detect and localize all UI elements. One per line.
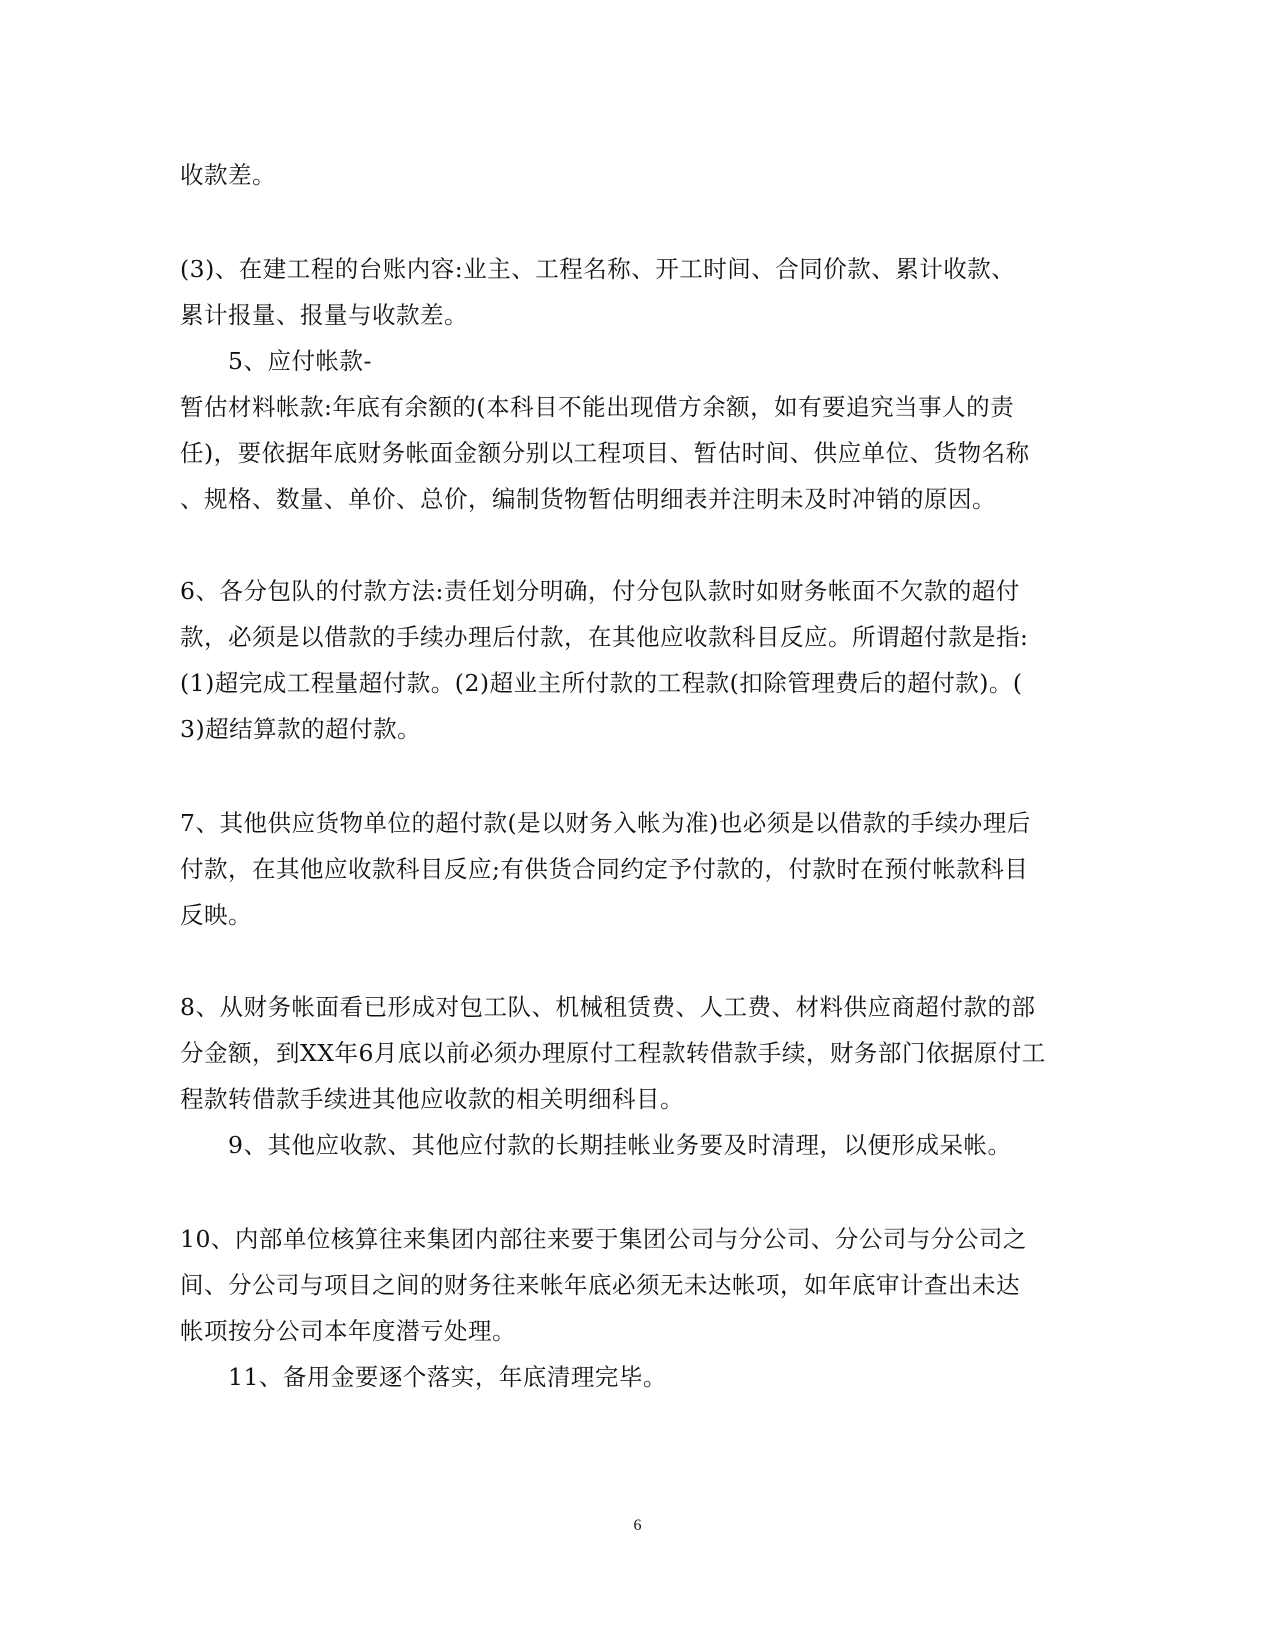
text-line: 3)超结算款的超付款。 (180, 715, 422, 743)
text-line: 反映。 (180, 901, 252, 929)
text-line: 8、从财务帐面看已形成对包工队、机械租赁费、人工费、材料供应商超付款的部 (180, 993, 1036, 1021)
text-line: 程款转借款手续进其他应收款的相关明细科目。 (180, 1085, 684, 1113)
text-line: 付款，在其他应收款科目反应;有供货合同约定予付款的，付款时在预付帐款科目 (180, 855, 1029, 883)
text-line: 帐项按分公司本年度潜亏处理。 (180, 1317, 516, 1345)
text-line: 10、内部单位核算往来集团内部往来要于集团公司与分公司、分公司与分公司之 (180, 1225, 1027, 1253)
text-line: 、规格、数量、单价、总价，编制货物暂估明细表并注明未及时冲销的原因。 (180, 485, 996, 513)
page-number: 6 (633, 1517, 642, 1534)
text-line: 5、应付帐款- (228, 347, 372, 375)
text-line: 任)，要依据年底财务帐面金额分别以工程项目、暂估时间、供应单位、货物名称 (180, 439, 1030, 467)
text-line: (3)、在建工程的台账内容:业主、工程名称、开工时间、合同价款、累计收款、 (180, 255, 1016, 283)
text-line: 累计报量、报量与收款差。 (180, 301, 468, 329)
text-line: 6、各分包队的付款方法:责任划分明确，付分包队款时如财务帐面不欠款的超付 (180, 577, 1020, 605)
text-line: (1)超完成工程量超付款。(2)超业主所付款的工程款(扣除管理费后的超付款)。( (180, 669, 1023, 697)
text-line: 7、其他供应货物单位的超付款(是以财务入帐为准)也必须是以借款的手续办理后 (180, 809, 1031, 837)
text-line: 款，必须是以借款的手续办理后付款，在其他应收款科目反应。所谓超付款是指: (180, 623, 1029, 651)
text-line: 收款差。 (180, 161, 276, 189)
text-line: 11、备用金要逐个落实，年底清理完毕。 (228, 1363, 667, 1391)
text-line: 分金额，到XX年6月底以前必须办理原付工程款转借款手续，财务部门依据原付工 (180, 1039, 1046, 1067)
text-line: 暂估材料帐款:年底有余额的(本科目不能出现借方余额，如有要追究当事人的责 (180, 393, 1015, 421)
text-line: 9、其他应收款、其他应付款的长期挂帐业务要及时清理，以便形成呆帐。 (228, 1131, 1012, 1159)
text-line: 间、分公司与项目之间的财务往来帐年底必须无未达帐项，如年底审计查出未达 (180, 1271, 1020, 1299)
